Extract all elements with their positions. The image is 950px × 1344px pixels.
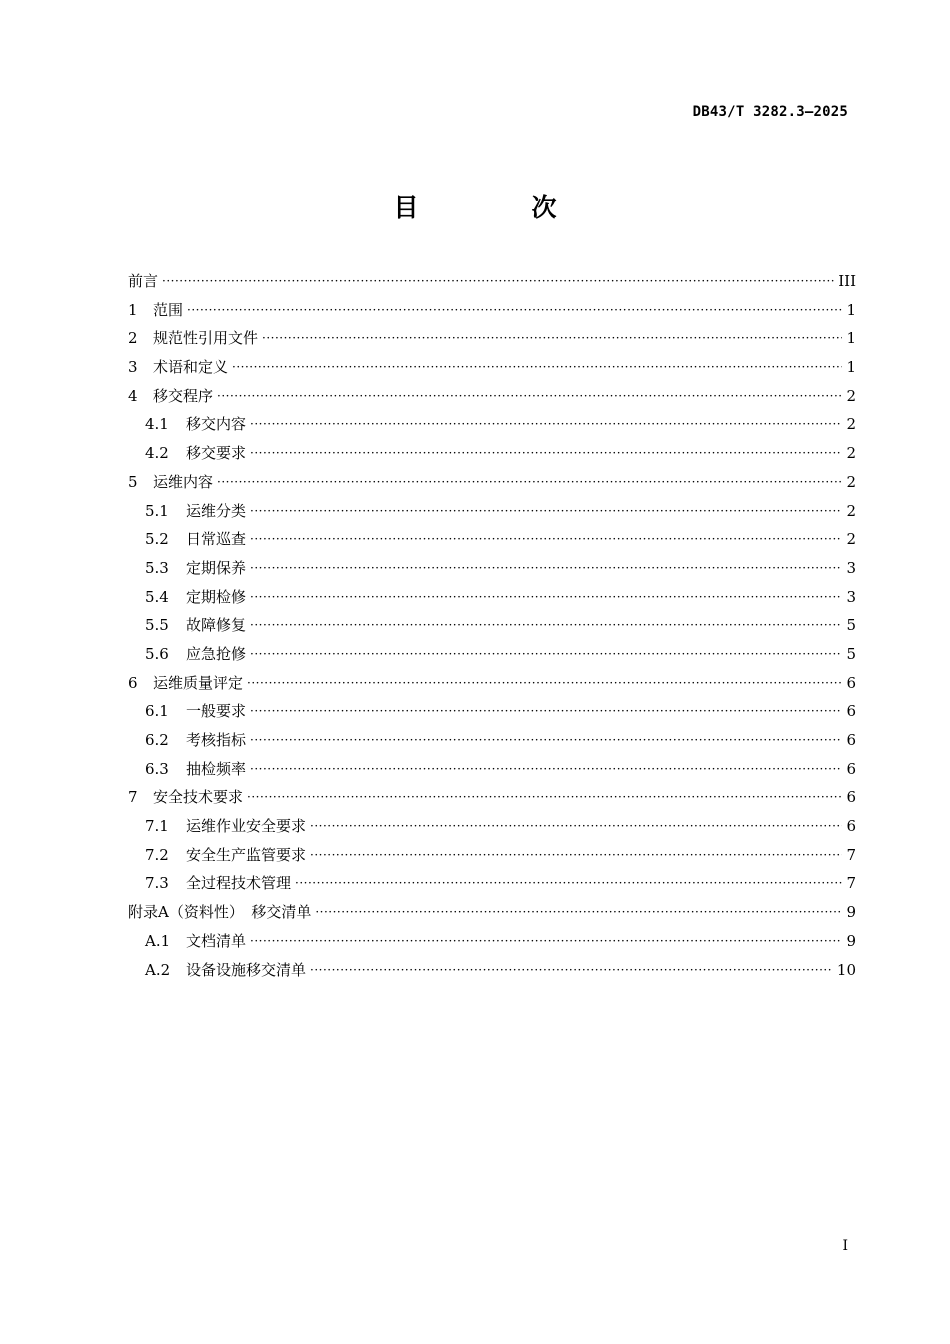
- toc-entry-page: 2: [846, 530, 856, 549]
- toc-entry-label: 移交要求: [186, 444, 247, 463]
- toc-entry[interactable]: [128, 267, 856, 296]
- toc-dot-leader: [315, 898, 842, 927]
- toc-entry-label: 附录A（资料性） 移交清单: [128, 903, 312, 922]
- toc-dot-leader: [187, 296, 842, 325]
- toc-entry-number: 3: [128, 358, 138, 377]
- toc-entry-page: 2: [846, 415, 856, 434]
- toc-entry-number: A.1: [145, 931, 171, 950]
- toc-entry-label: 应急抢修: [186, 644, 247, 663]
- toc-entry-number: 6: [128, 673, 138, 692]
- toc-entry-label: 移交程序: [153, 386, 214, 405]
- toc-dot-leader: [250, 439, 842, 468]
- toc-dot-leader: [250, 755, 842, 784]
- toc-entry-label: 定期检修: [186, 587, 247, 606]
- toc-dot-leader: [250, 611, 842, 640]
- toc-dot-leader: [250, 927, 842, 956]
- toc-dot-leader: [250, 583, 842, 612]
- toc-dot-leader: [247, 669, 842, 698]
- toc-entry-number: 5.6: [145, 644, 169, 663]
- toc-entry[interactable]: [128, 611, 856, 640]
- toc-entry-number: 5.1: [145, 501, 169, 520]
- toc-entry[interactable]: [128, 669, 856, 698]
- toc-entry-page: 3: [846, 558, 856, 577]
- toc-dot-leader: [250, 525, 842, 554]
- toc-entry[interactable]: [128, 583, 856, 612]
- toc-entry-number: A.2: [145, 960, 171, 979]
- toc-entry-page: 5: [846, 644, 856, 663]
- toc-entry[interactable]: [128, 898, 856, 927]
- toc-entry-label: 安全技术要求: [153, 788, 244, 807]
- toc-entry[interactable]: [128, 497, 856, 526]
- toc-entry-number: 5.2: [145, 530, 169, 549]
- toc-entry-label: 运维作业安全要求: [186, 817, 307, 836]
- toc-entry-page: 6: [846, 817, 856, 836]
- toc-entry-page: III: [838, 272, 856, 290]
- toc-entry-number: 5.5: [145, 616, 169, 635]
- toc-entry-number: 5.4: [145, 587, 169, 606]
- toc-entry-number: 6.3: [145, 759, 169, 778]
- toc-dot-leader: [310, 812, 842, 841]
- toc-entry-number: 1: [128, 300, 138, 319]
- toc-entry[interactable]: [128, 697, 856, 726]
- toc-entry-page: 10: [836, 960, 856, 979]
- toc-entry-number: 7.2: [145, 845, 169, 864]
- toc-entry[interactable]: [128, 353, 856, 382]
- toc-entry-label: 规范性引用文件: [153, 329, 259, 348]
- toc-dot-leader: [232, 353, 842, 382]
- toc-entry-label: 范围: [153, 300, 184, 319]
- page-number: I: [842, 1238, 848, 1254]
- toc-entry-number: 5.3: [145, 558, 169, 577]
- toc-dot-leader: [250, 497, 842, 526]
- toc-entry-label: 文档清单: [186, 931, 247, 950]
- toc-dot-leader: [250, 640, 842, 669]
- toc-dot-leader: [247, 783, 842, 812]
- toc-entry-page: 1: [846, 329, 856, 348]
- toc-dot-leader: [310, 956, 833, 985]
- toc-entry-page: 1: [846, 300, 856, 319]
- toc-entry-label: 运维内容: [153, 472, 214, 491]
- toc-entry[interactable]: [128, 927, 856, 956]
- toc-entry[interactable]: [128, 525, 856, 554]
- toc-dot-leader: [310, 841, 842, 870]
- toc-entry[interactable]: [128, 640, 856, 669]
- toc-dot-leader: [250, 697, 842, 726]
- document-code: DB43/T 3282.3—2025: [692, 104, 848, 120]
- toc-entry-number: 4: [128, 386, 138, 405]
- toc-entry[interactable]: [128, 324, 856, 353]
- toc-entry-page: 9: [846, 931, 856, 950]
- toc-entry-page: 7: [846, 845, 856, 864]
- toc-entry[interactable]: [128, 726, 856, 755]
- toc-entry-number: 6.1: [145, 702, 169, 721]
- toc-entry-number: 4.2: [145, 444, 169, 463]
- toc-entry-page: 6: [846, 673, 856, 692]
- toc-entry-page: 6: [846, 731, 856, 749]
- toc-dot-leader: [217, 468, 842, 497]
- toc-entry-label: 运维质量评定: [153, 673, 244, 692]
- toc-dot-leader: [217, 382, 842, 411]
- toc-entry[interactable]: [128, 956, 856, 985]
- toc-dot-leader: [295, 869, 842, 898]
- toc-entry-number: 4.1: [145, 415, 169, 434]
- toc-entry[interactable]: [128, 783, 856, 812]
- toc-entry-page: 2: [846, 501, 856, 520]
- toc-entry-page: 7: [846, 874, 856, 893]
- toc-entry-page: 6: [846, 788, 856, 807]
- toc-entry-label: 设备设施移交清单: [186, 960, 307, 979]
- toc-entry[interactable]: [128, 812, 856, 841]
- toc-entry-page: 3: [846, 587, 856, 606]
- toc-entry[interactable]: [128, 755, 856, 784]
- toc-entry-page: 6: [846, 702, 856, 721]
- page-title: 目 次: [393, 193, 601, 222]
- toc-entry-label: 全过程技术管理: [186, 874, 292, 893]
- toc-entry-label: 前言: [128, 272, 159, 290]
- toc-entry-number: 7.1: [145, 817, 169, 836]
- toc-entry-label: 运维分类: [186, 501, 247, 520]
- toc-entry-number: 7: [128, 788, 138, 807]
- toc-dot-leader: [162, 267, 834, 296]
- toc-entry[interactable]: [128, 410, 856, 439]
- toc-entry-label: 安全生产监管要求: [186, 845, 307, 864]
- toc-entry[interactable]: [128, 296, 856, 325]
- toc-entry[interactable]: [128, 869, 856, 898]
- toc-entry-label: 一般要求: [186, 702, 247, 721]
- table-of-contents: [128, 267, 856, 984]
- toc-dot-leader: [250, 726, 842, 755]
- toc-dot-leader: [262, 324, 842, 353]
- toc-entry-number: 6.2: [145, 731, 169, 749]
- toc-dot-leader: [250, 410, 842, 439]
- toc-entry[interactable]: [128, 468, 856, 497]
- toc-entry-number: 7.3: [145, 874, 169, 893]
- toc-entry-label: 移交内容: [186, 415, 247, 434]
- toc-entry-page: 1: [846, 358, 856, 377]
- toc-entry[interactable]: [128, 439, 856, 468]
- toc-entry-page: 2: [846, 386, 856, 405]
- toc-entry-page: 5: [846, 616, 856, 635]
- toc-entry-label: 定期保养: [186, 558, 247, 577]
- toc-entry[interactable]: [128, 382, 856, 411]
- toc-entry-number: 5: [128, 472, 138, 491]
- toc-entry-page: 2: [846, 472, 856, 491]
- toc-dot-leader: [250, 554, 842, 583]
- toc-entry-label: 故障修复: [186, 616, 247, 635]
- toc-entry-number: 2: [128, 329, 138, 348]
- toc-entry-page: 9: [846, 903, 856, 922]
- toc-entry-label: 术语和定义: [153, 358, 229, 377]
- toc-entry[interactable]: [128, 554, 856, 583]
- toc-entry-label: 考核指标: [186, 731, 247, 749]
- toc-entry-label: 日常巡查: [186, 530, 247, 549]
- toc-entry[interactable]: [128, 841, 856, 870]
- toc-entry-page: 2: [846, 444, 856, 463]
- toc-entry-page: 6: [846, 759, 856, 778]
- toc-entry-label: 抽检频率: [186, 759, 247, 778]
